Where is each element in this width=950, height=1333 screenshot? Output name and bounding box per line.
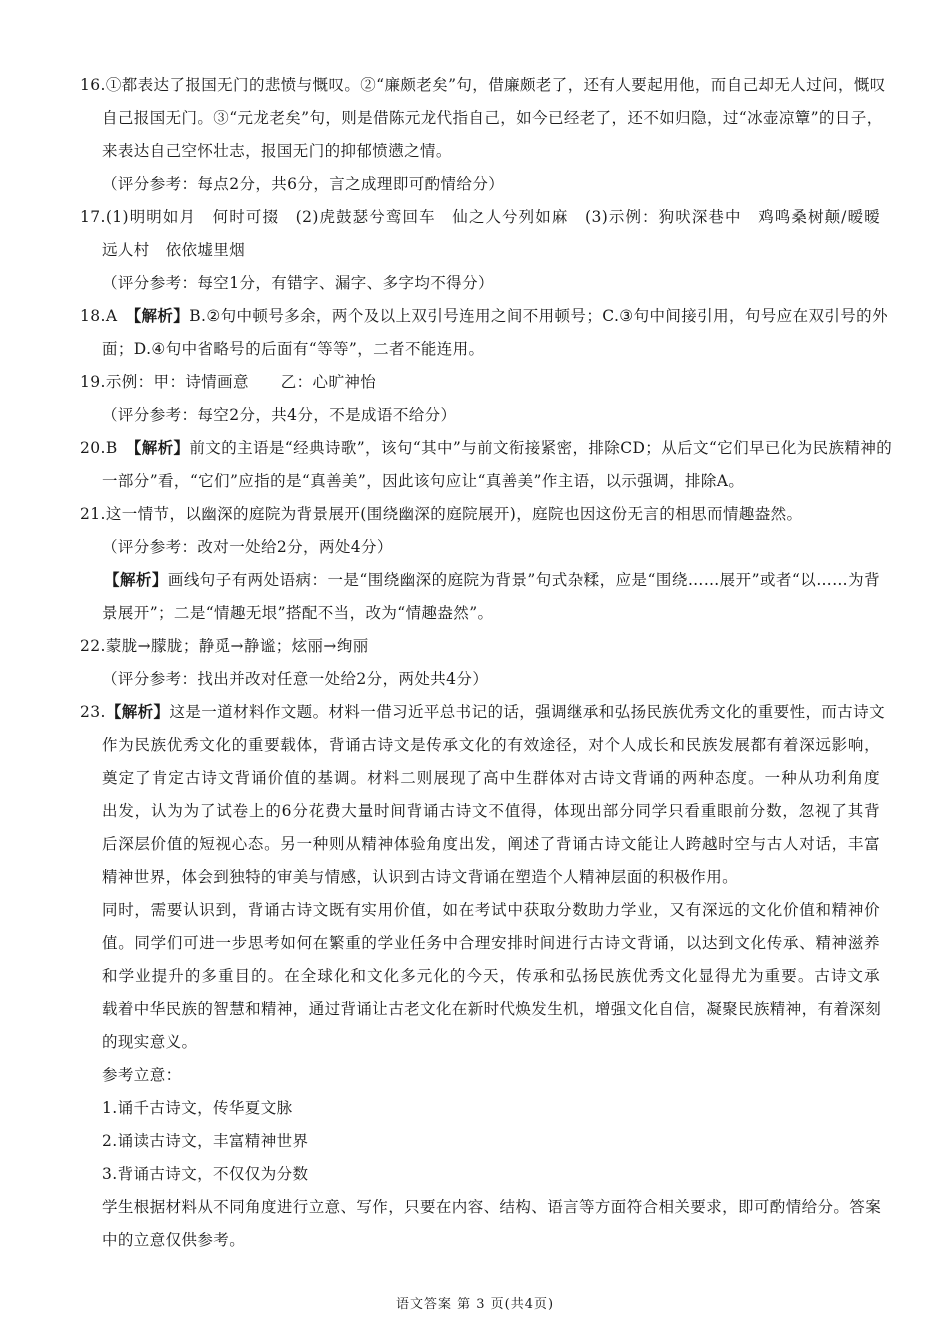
q19-score-note: （评分参考：每空2分，共4分，不是成语不给分） [102,406,457,424]
q23-analysis-tag: 【解析】 [105,703,170,721]
q18-analysis-tag: 【解析】 [133,307,190,325]
q23-p1-line-3: 奠定了肯定古诗文背诵价值的基调。材料二则展现了高中生群体对古诗文背诵的两种态度。一种从功利角度 [102,769,880,787]
q23-p2-line-1: 同时，需要认识到，背诵古诗文既有实用价值，如在考试中获取分数助力学业，又有深远的文化价值和精神价 [102,901,880,919]
q23-ref-title: 参考立意： [102,1066,182,1084]
q17-line-1: 17.(1)明明如月 何时可掇 (2)虎鼓瑟兮鸾回车 仙之人兮列如麻 (3)示例：狗吠深巷中 鸡鸣桑树颠/暧暧 [80,208,880,226]
q16-line-3: 来表达自己空怀壮志，报国无门的抑郁愤懑之情。 [102,142,452,160]
q23-closing-line-1: 学生根据材料从不同角度进行立意、写作，只要在内容、结构、语言等方面符合相关要求，即可酌情给分。答案 [102,1198,882,1216]
q16-score-note: （评分参考：每点2分，共6分，言之成理即可酌情给分） [102,175,505,193]
q23-p1-line-5: 后深层价值的短视心态。另一种则从精神体验角度出发，阐述了背诵古诗文能让人跨越时空与古人对话，丰富 [102,835,880,853]
q20-answer: 20.B [80,439,134,457]
q21-analysis-line-2: 景展开”；二是“情趣无垠”搭配不当，改为“情趣盎然”。 [102,604,494,622]
q23-p2-line-3: 和学业提升的多重目的。在全球化和文化多元化的今天，传承和弘扬民族优秀文化显得尤为重要。古诗文承 [102,967,880,985]
q23-ref-3: 3.背诵古诗文，不仅仅为分数 [102,1165,309,1183]
q21-analysis-tag: 【解析】 [104,571,168,589]
q21-analysis-text: 画线句子有两处语病：一是“围绕幽深的庭院为背景”句式杂糅，应是“围绕……展开”或者“以……为背 [167,571,880,589]
q19-line-1: 19.示例：甲：诗情画意 乙：心旷神怡 [80,373,377,391]
q23-closing-line-2: 中的立意仅供参考。 [102,1231,246,1249]
q18-answer: 18.A [80,307,134,325]
q18-line-2: 面；D.④句中省略号的后面有“等等”，二者不能连用。 [102,340,485,358]
q20-line-2: 一部分”看，“它们”应指的是“真善美”，因此该句应让“真善美”作主语，以示强调，排除A。 [102,472,745,490]
q22-score-note: （评分参考：找出并改对任意一处给2分，两处共4分） [102,670,489,688]
q23-p1-line-1: 这是一道材料作文题。材料一借习近平总书记的话，强调继承和弘扬民族优秀文化的重要性，而古诗文 [169,703,885,721]
q21-line-1: 21.这一情节，以幽深的庭院为背景展开(围绕幽深的庭院展开)，庭院也因这份无言的相思而情趣盎然。 [80,505,803,523]
q23-p1-line-2: 作为民族优秀文化的重要载体，背诵古诗文是传承文化的有效途径，对个人成长和民族发展都有着深远影响， [102,736,880,754]
q23-ref-2: 2.诵读古诗文，丰富精神世界 [102,1132,309,1150]
q20-analysis-text: 前文的主语是“经典诗歌”，该句“其中”与前文衔接紧密，排除CD；从后文“它们早已化为民族精神的 [189,439,893,457]
q23-p2-line-4: 载着中华民族的智慧和精神，通过背诵让古老文化在新时代焕发生机，增强文化自信，凝聚民族精神，有着深刻 [102,1000,882,1018]
q20-line-1 [80,438,893,458]
q23-p2-line-2: 值。同学们可进一步思考如何在繁重的学业任务中合理安排时间进行古诗文背诵，以达到文化传承、精神滋养 [102,934,880,952]
q21-analysis-line-1 [104,570,880,590]
q22-line-1: 22.蒙胧→朦胧；静觅→静谧；炫丽→绚丽 [80,637,369,655]
q18-line-1 [80,306,888,326]
q23-number: 23. [80,703,106,721]
q17-line-2: 远人村 依依墟里烟 [102,241,246,259]
q23-line-1 [80,702,885,722]
page-footer: 语文答案 第 3 页(共4页) [395,1297,555,1312]
q23-ref-1: 1.诵千古诗文，传华夏文脉 [102,1099,293,1117]
q23-p1-line-4: 出发，认为为了试卷上的6分花费大量时间背诵古诗文不值得，体现出部分同学只看重眼前分数，忽视了其背 [102,802,880,820]
q16-line-1: 16.①都表达了报国无门的悲愤与慨叹。②“廉颇老矣”句，借廉颇老了，还有人要起用他，而自己却无人过问，慨叹 [80,76,886,94]
q23-p1-line-6: 精神世界，体会到独特的审美与情感，认识到古诗文背诵在塑造个人精神层面的积极作用。 [102,868,739,886]
q20-analysis-tag: 【解析】 [133,439,190,457]
q16-line-2: 自己报国无门。③“元龙老矣”句，则是借陈元龙代指自己，如今已经老了，还不如归隐，过“冰壶凉簟”的日子， [102,109,883,127]
q17-score-note: （评分参考：每空1分，有错字、漏字、多字均不得分） [102,274,494,292]
q21-score-note: （评分参考：改对一处给2分，两处4分） [102,538,393,556]
q23-p2-line-5: 的现实意义。 [102,1033,198,1051]
q18-analysis-text: B.②句中顿号多余，两个及以上双引号连用之间不用顿号；C.③句中间接引用，句号应在双引号的外 [189,307,888,325]
